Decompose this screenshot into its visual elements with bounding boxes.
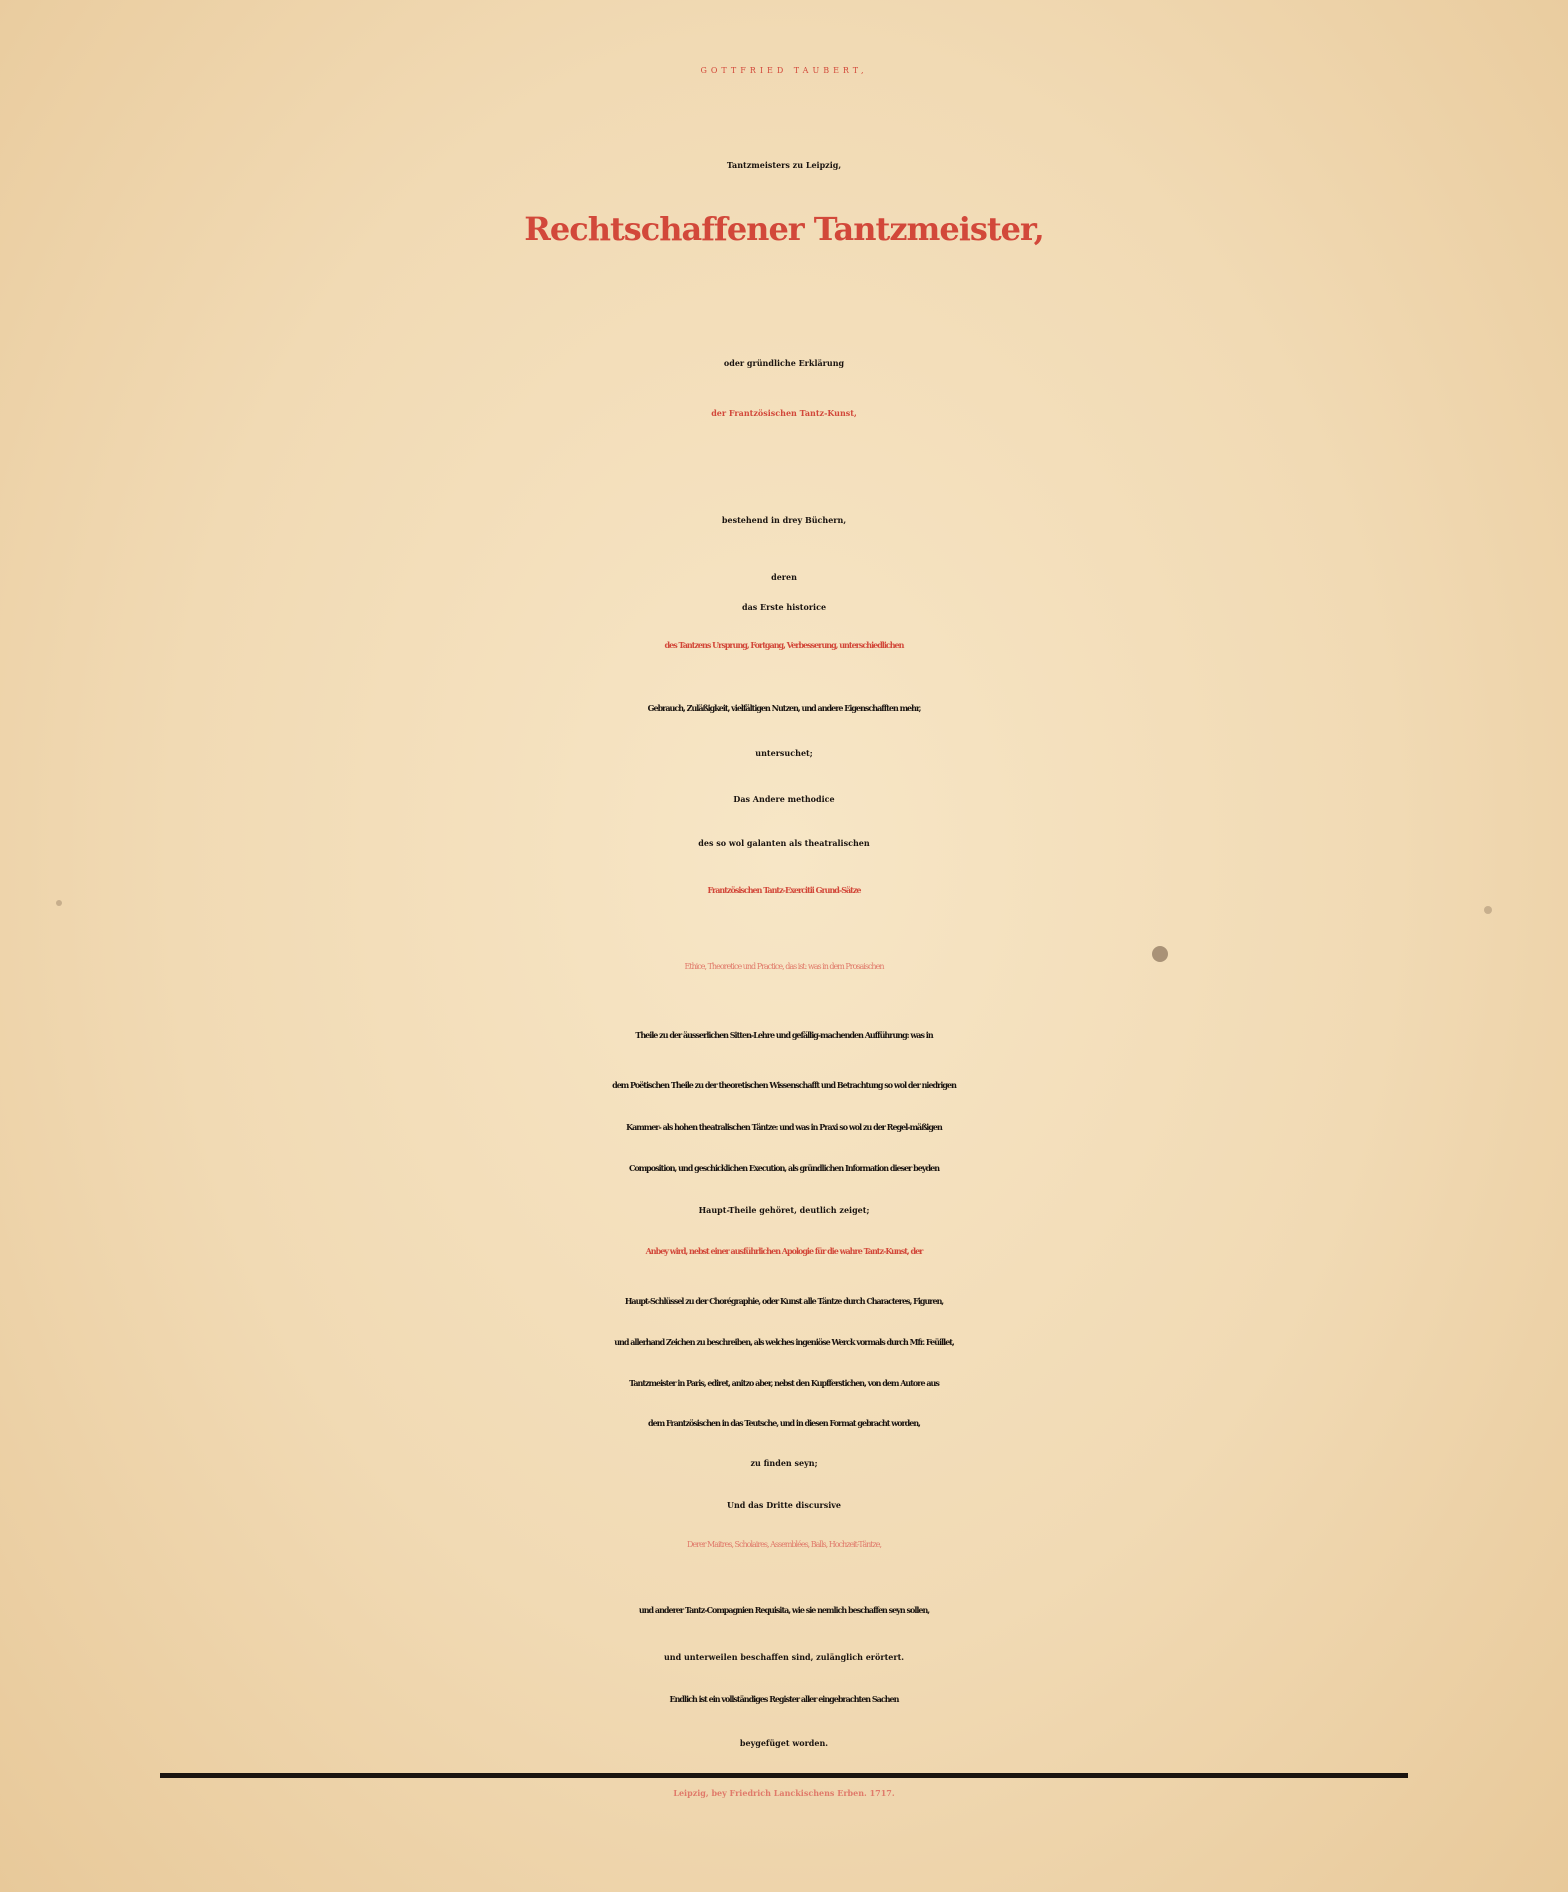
ink-spot: [1152, 946, 1168, 962]
book1-line-3: untersuchet;: [755, 748, 813, 758]
book1-line-2: Gebrauch, Zuläßigkeit, vielfältigen Nutzen, und andere Eigenschafften mehr,: [647, 703, 921, 713]
author-role: Tantzmeisters zu Leipzig,: [726, 160, 842, 170]
author-name: GOTTFRIED TAUBERT,: [700, 66, 868, 75]
book2-line-9: Anbey wird, nebst einer ausführlichen Apologie für die wahre Tantz-Kunst, der: [645, 1246, 923, 1256]
book2-line-12: Tantzmeister in Paris, ediret, anitzo aber, nebst den Kupfferstichen, von dem Autore aus: [629, 1378, 939, 1388]
book3-line-3: und unterweilen beschaffen sind, zulänglich erörtert.: [663, 1652, 905, 1662]
book2-line-4: Theile zu der äusserlichen Sitten-Lehre und gefällig-machenden Aufführung: was in: [635, 1030, 933, 1040]
ink-spot: [1484, 906, 1492, 914]
main-title: Rechtschaffener Tantzmeister,: [524, 210, 1044, 248]
book2-line-2: Frantzösischen Tantz-Exercitii Grund-Sätze: [707, 885, 861, 895]
book2-line-14: zu finden seyn;: [750, 1458, 818, 1468]
book2-line-13: dem Frantzösischen in das Teutsche, und in diesen Format gebracht worden,: [648, 1418, 920, 1428]
book2-line-6: Kammer- als hohen theatralischen Täntze: und was in Praxi so wol zu der Regel-mäßigen: [626, 1122, 942, 1132]
book2-line-8: Haupt-Theile gehöret, deutlich zeiget;: [698, 1205, 870, 1215]
subtitle-line-1: oder gründliche Erklärung: [723, 358, 845, 368]
book2-line-7: Composition, und geschicklichen Execution, als gründlichen Information dieser beyden: [628, 1163, 940, 1173]
book2-line-1: des so wol galanten als theatralischen: [698, 838, 870, 848]
book1-line-1: des Tantzens Ursprung, Fortgang, Verbesserung, unterschiedlichen: [664, 640, 904, 650]
book1-heading: das Erste historice: [741, 602, 827, 612]
book3-line-4: Endlich ist ein vollständiges Register aller eingebrachten Sachen: [669, 1694, 899, 1704]
book2-line-5: dem Poëtischen Theile zu der theoretischen Wissenschafft und Betrachtung so wol der niedrigen: [612, 1080, 956, 1090]
subtitle-line-2: der Frantzösischen Tantz-Kunst,: [711, 408, 857, 418]
book3-line-1: Derer Maitres, Scholaires, Assemblées, Balls, Hochzeit-Täntze,: [686, 1540, 882, 1549]
ink-spot: [56, 900, 62, 906]
imprint: Leipzig, bey Friedrich Lanckischens Erben. 1717.: [673, 1788, 895, 1798]
imprint-rule: [160, 1773, 1408, 1778]
book2-line-11: und allerhand Zeichen zu beschreiben, als welches ingeniöse Werck vormals durch Mfr. Feüillet,: [614, 1337, 954, 1347]
book3-line-5: beygefüget worden.: [739, 1738, 829, 1748]
deren-word: deren: [771, 572, 797, 582]
book2-heading: Das Andere methodice: [733, 794, 835, 804]
book2-line-3: Ethice, Theoretice und Practice, das ist: was in dem Prosaischen: [684, 962, 884, 971]
book3-heading: Und das Dritte discursive: [726, 1500, 841, 1510]
books-intro: bestehend in drey Büchern,: [721, 515, 847, 525]
book2-line-10: Haupt-Schlüssel zu der Chorégraphie, oder Kunst alle Täntze durch Characteres, Figuren,: [624, 1296, 944, 1306]
book3-line-2: und anderer Tantz-Compagnien Requisita, wie sie nemlich beschaffen seyn sollen,: [638, 1605, 930, 1615]
